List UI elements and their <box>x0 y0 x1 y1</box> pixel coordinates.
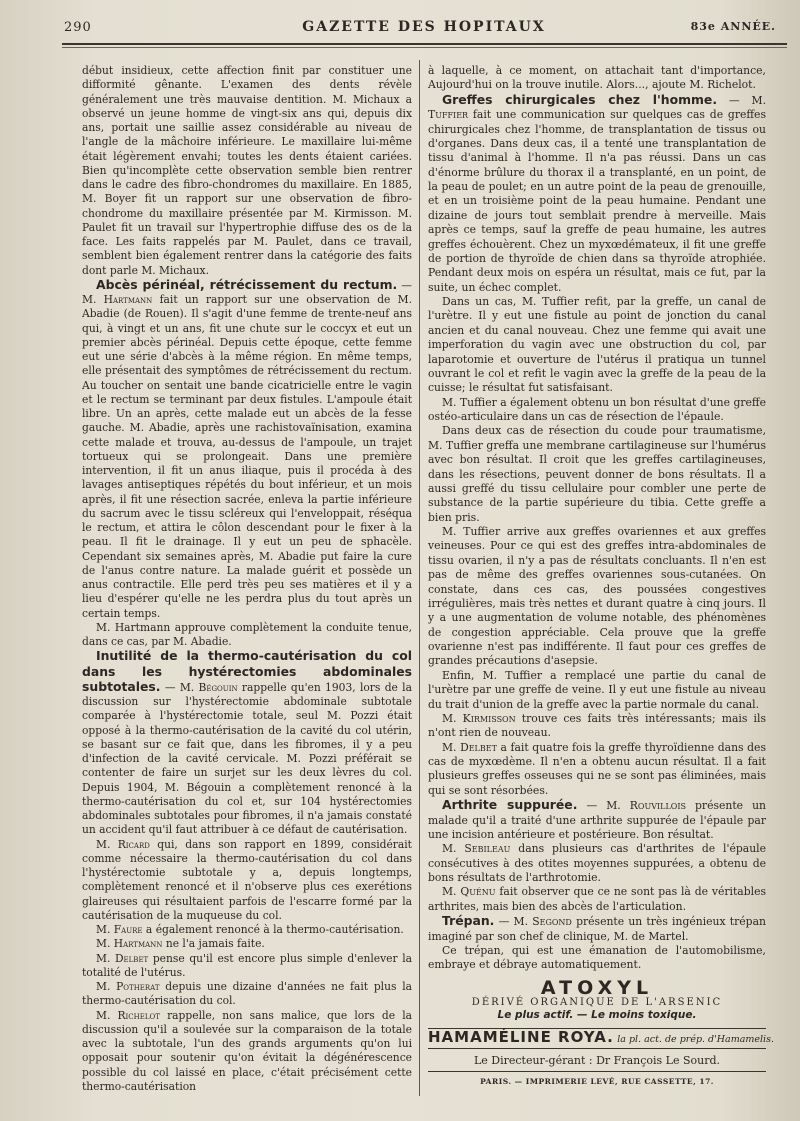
author-name: Delbet <box>114 951 149 965</box>
paragraph-text: a fait quatre fois la greffe thyroïdienne dans des cas de myxœdème. Il n'en a obtenu aucun résultat. Il a fait plusieurs greffes osseuses qui ne se sont pas éliminées, mais qui se sont résorbées. <box>428 740 766 797</box>
author-name: Hartmann <box>103 293 153 306</box>
paragraph <box>428 64 766 93</box>
printer-line: PARIS. — IMPRIMERIE LEVÉ, RUE CASSETTE, 17. <box>480 1077 714 1087</box>
paragraph-text: Ce trépan, qui est une émanation de l'automobilisme, embraye et débraye automatiquement. <box>428 943 766 972</box>
paragraph <box>82 621 412 650</box>
paragraph-text: M. Hartmann approuve complètement la conduite tenue, dans ce cas, par M. Abadie. <box>82 620 412 648</box>
paragraph: M. Kirmisson trouve ces faits très intéressants; mais ils n'ont rien de nouveau. <box>428 711 767 740</box>
section-heading: Trépan. <box>442 913 495 929</box>
page-header <box>58 18 790 38</box>
section-heading: Greffes chirurgicales chez l'homme. <box>442 91 718 107</box>
paragraph <box>428 669 766 712</box>
author-name: Richelot <box>117 1008 160 1022</box>
paragraph: M. Quénu fait observer que ce ne sont pas là de véritables arthrites, mais bien des abcès de l'articulation. <box>428 885 767 913</box>
author-name: Tuffier <box>428 108 469 122</box>
paragraph-text: fait un rapport sur une observation de M. Abadie (de Rouen). Il s'agit d'une femme de trente-neuf ans qui, à vingt et un ans, fit une chute sur le coccyx et eut un premier abcès périnéal. Depuis cette époque, cette femme eut une série d'abcès à la même région. En même temps, elle présentait des symptômes de rétrécissement du rectum. Au toucher on sentait une bande cicatricielle entre le vagin et le rectum se terminant par deux fistules. L'ampoule était libre. Un an après, cette malade eut un abcès de la fesse gauche. M. Abadie, après une rachistovaïnisation, examina cette malade et trouva, au-dessus de l'ampoule, un trajet tortueux qui se prolongeait. Dans une première intervention, il fit un anus iliaque, puis il procéda à des lavages antiseptiques répétés du bout inférieur, et un mois après, il fit une résection sacrée, enleva la partie inférieure du sacrum avec le tissu scléreux qui l'enveloppait, réséqua le rectum, et attira le côlon descendant pour le fixer à la peau. Il fit le drainage. Il y eut un peu de sphacèle. Cependant six semaines après, M. Abadie put faire la cure de l'anus contre nature. La malade guérit et possède un anus contractile. Elle perd très peu ses matières et il y a lieu d'espérer qu'elle ne les perdra plus du tout après un certain temps. <box>82 293 412 620</box>
hamameline-ad <box>428 1027 774 1049</box>
paragraph-text: rappelle, non sans malice, que lors de la discussion qu'il a soulevée sur la comparaison de la totale avec la subtotale, l'un des grands arguments qu'on lui opposait pour soutenir qu'on évitait la dégénérescence possible du col laissé en place, c'était précisément cette thermo-cautérisation <box>82 1008 412 1093</box>
paragraph: M. Potherat depuis une dizaine d'années ne fait plus la thermo-cautérisation du col. <box>82 980 412 1008</box>
author-name: Potherat <box>116 980 160 993</box>
author-name: Faure <box>113 923 143 936</box>
author-name: Quénu <box>460 885 496 899</box>
paragraph <box>82 64 412 278</box>
paragraph-text: Dans un cas, M. Tuffier refit, par la greffe, un canal de l'urètre. Il y eut une fistule au point de jonction du canal ancien et du canal nouveau. Chez une femme qui avait une imperforation du vagin avec une obstruction du col, par laparotomie et ouverture de l'utérus il pratiqua un tunnel ouvrant le col et refit le vagin avec la greffe de la peau de la cuisse; le résultat fut satisfaisant. <box>428 295 766 395</box>
paragraph-text: fait une communication sur quelques cas de greffes chirurgicales chez l'homme, de transplantation de tissus ou d'organes. Dans deux cas, il a tenté une transplantation de tissu d'animal à l'homme. Il n'a pas réussi. Dans un cas d'énorme brûlure du thorax il a transplanté, en un point, de la peau de poulet; en un autre point de la peau de grenouille, et en un troisième point de la peau humaine. Pendant une dizaine de jours tout semblait prendre à merveille. Mais après ce temps, sauf la greffe de peau humaine, les autres greffes échouèrent. Chez un myxœdémateux, il fit une greffe de portion de thyroïde de chien dans sa thyroïde atrophiée. Pendant deux mois on espéra un résultat, mais ce fut, par la suite, un échec complet. <box>428 108 766 294</box>
left-column <box>82 64 412 1094</box>
paragraph-text: présente un très ingénieux trépan imaginé par son chef de clinique, M. de Martel. <box>428 915 766 943</box>
paragraph: Arthrite suppurée. — M. Rouvillois présente un malade qu'il a traité d'une arthrite suppurée de l'épaule par une incision antérieure et postérieure. Bon résultat. <box>428 797 766 841</box>
paragraph: M. Sebileau dans plusieurs cas d'arthrites de l'épaule consécutives à des otites moyennes suppurées, a obtenu de bons résultats de l'arthrotomie. <box>428 842 766 884</box>
page-number: 290 <box>64 20 92 35</box>
header-rule-thin <box>62 47 787 48</box>
atoxyl-ad-title: ATOXYL <box>540 976 654 999</box>
paragraph <box>428 944 766 973</box>
paragraph: Trépan. — M. Segond présente un très ingénieux trépan imaginé par son chef de clinique, M. de Martel. <box>428 913 766 943</box>
author-name: Rouvillois <box>629 799 686 813</box>
director-line: Le Directeur-gérant : Dr François Le Sourd. <box>428 1054 766 1072</box>
paragraph-text: M. Tuffier arrive aux greffes ovariennes et aux greffes veineuses. Pour ce qui est des greffes intra-abdominales de tissu ovarien, il n'y a pas de résultats concluants. Il n'en est pas de même des greffes ovariennes sous-cutanées. On constate, dans ces cas, des poussées congestives irrégulières, mais très nettes et durant quatre à cinq jours. Il y a une augmentation de volume notable, des phénomènes de congestion appréciable. Cela prouve que la greffe ovarienne n'est pas indifférente. Il faut pour ces greffes de grandes précautions d'asepsie. <box>428 525 766 668</box>
author-name: Hartmann <box>113 937 163 951</box>
paragraph-text: trouve ces faits très intéressants; mais ils n'ont rien de nouveau. <box>428 711 767 740</box>
paragraph: Abcès périnéal, rétrécissement du rectum. — M. Hartmann fait un rapport sur une observation de M. Abadie (de Rouen). Il s'agit d'une femme de trente-neuf ans qui, à vingt et un ans, fit une chute sur le coccyx et eut un premier abcès périnéal. Depuis cette époque, cette femme eut une série d'abcès à la même région. En même temps, elle présentait des symptômes de rétrécissement du rectum. Au toucher on sentait une bande cicatricielle entre le vagin et le rectum se terminant par deux fistules. L'ampoule était libre. Un an après, cette malade eut un abcès de la fesse gauche. M. Abadie, après une rachistovaïnisation, examina cette malade et trouva, au-dessus de l'ampoule, un trajet tortueux qui se prolongeait. Dans une première intervention, il fit un anus iliaque, puis il procéda à des lavages antiseptiques répétés du bout inférieur, et un mois après, il fit une résection sacrée, enleva la partie inférieure du sacrum avec le tissu scléreux qui l'enveloppait, réséqua le rectum, et attira le côlon descendant pour le fixer à la peau. Il fit le drainage. Il y eut un peu de sphacèle. Cependant six semaines après, M. Abadie put faire la cure de l'anus contre nature. La malade guérit et possède un anus contractile. Elle perd très peu ses matières et il y a lieu d'espérer qu'elle ne les perdra plus du tout après un certain temps. <box>82 276 412 620</box>
column-divider <box>419 60 420 1096</box>
hamameline-ad-desc: la pl. act. de prép. d'Hamamelis. <box>617 1033 774 1045</box>
paragraph: M. Delbet a fait quatre fois la greffe thyroïdienne dans des cas de myxœdème. Il n'en a obtenu aucun résultat. Il a fait plusieurs greffes osseuses qui ne se sont pas éliminées, mais qui se sont résorbées. <box>428 740 766 797</box>
author-name: Delbet <box>460 740 497 754</box>
paragraph <box>428 295 766 396</box>
paragraph: Greffes chirurgicales chez l'homme. — M. Tuffier fait une communication sur quelques cas de greffes chirurgicales chez l'homme, de transplantation de tissus ou d'organes. Dans deux cas, il a tenté une transplantation de tissu d'animal à l'homme. Il n'a pas réussi. Dans un cas d'énorme brûlure du thorax il a transplanté, en un point, de la peau de poulet; en un autre point de la peau de grenouille, et en un troisième point de la peau humaine. Pendant une dizaine de jours tout semblait prendre à merveille. Mais après ce temps, sauf la greffe de peau humaine, les autres greffes échouèrent. Chez un myxœdémateux, il fit une greffe de portion de thyroïde de chien dans sa thyroïde atrophiée. Pendant deux mois on espéra un résultat, mais ce fut, par la suite, un échec complet. <box>428 91 766 294</box>
paragraph-text: à laquelle, à ce moment, on attachait tant d'importance, Aujourd'hui on la trouve inutile. Alors..., ajoute M. Richelot. <box>428 64 766 92</box>
right-column-text <box>428 64 766 973</box>
paragraph <box>428 424 766 525</box>
section-heading: Arthrite suppurée. <box>442 797 578 813</box>
paragraph-text: Dans deux cas de résection du coude pour traumatisme, M. Tuffier greffa une membrane cartilagineuse sur l'humérus avec bon résultat. Il croit que les greffes cartilagineuses, dans les résections, peuvent donner de bons résultats. Il a aussi greffé du tissu cellulaire pour combler une perte de substance de la partie supérieure du tibia. Cette greffe a bien pris. <box>428 424 766 524</box>
paragraph: M. Hartmann ne l'a jamais faite. <box>96 937 265 951</box>
right-column <box>428 64 774 1090</box>
paragraph-text: rappelle qu'en 1903, lors de la discussion sur l'hystérectomie abdominale subtotale comparée à l'hystérectomie totale, seul M. Pozzi était opposé à la thermo-cautérisation de la cavité du col utérin, se basant sur ce fait que, dans les fibromes, il y a peu d'infection de la cavité cervicale. M. Pozzi préférait se contenter de faire un surjet sur les deux lèvres du col. Depuis 1904, M. Bégouin a complètement renoncé à la thermo-cautérisation du col et, sur 104 hystérectomies abdominales subtotales pour fibromes, il n'a jamais constaté un accident qu'il faut attribuer à ce défaut de cautérisation. <box>82 680 412 837</box>
section-heading: Abcès périnéal, rétrécissement du rectum. <box>96 276 398 292</box>
atoxyl-ad-subtitle: DÉRIVÉ ORGANIQUE DE L'ARSENIC <box>471 996 723 1008</box>
paragraph: Inutilité de la thermo-cautérisation du col dans les hystérectomies abdominales subtotales. — M. Bégouin rappelle qu'en 1903, lors de la discussion sur l'hystérectomie abdominale subtotale comparée à l'hystérectomie totale, seul M. Pozzi était opposé à la thermo-cautérisation de la cavité du col utérin, se basant sur ce fait que, dans les fibromes, il y a peu d'infection de la cavité cervicale. M. Pozzi préférait se contenter de faire un surjet sur les deux lèvres du col. Depuis 1904, M. Bégouin a complètement renoncé à la thermo-cautérisation du col et, sur 104 hystérectomies abdominales subtotales pour fibromes, il n'a jamais constaté un accident qu'il faut attribuer à ce défaut de cautérisation. <box>82 648 412 837</box>
journal-title: GAZETTE DES HOPITAUX <box>302 19 546 35</box>
paragraph-text: ne l'a jamais faite. <box>165 937 265 951</box>
author-name: Bégouin <box>198 680 238 694</box>
header-rule <box>62 43 787 45</box>
paragraph-text: a également renoncé à la thermo-cautérisation. <box>145 923 404 936</box>
author-name: Kirmisson <box>462 711 516 725</box>
author-name: Ricard <box>117 837 150 851</box>
paragraph-text: Enfin, M. Tuffier a remplacé une partie du canal de l'urètre par une greffe de veine. Il y eut une fistule au niveau du trait d'union de la greffe avec la partie normale du canal. <box>428 668 766 711</box>
author-name: Segond <box>532 915 572 929</box>
paragraph: M. Delbet pense qu'il est encore plus simple d'enlever la totalité de l'utérus. <box>82 951 412 979</box>
hamameline-ad-title: HAMAMÉLINE ROYA. <box>428 1027 614 1046</box>
paragraph-text: M. Tuffier a également obtenu un bon résultat d'une greffe ostéo-articulaire dans un cas de résection de l'épaule. <box>428 395 766 423</box>
paragraph-text: début insidieux, cette affection finit par constituer une difformité gênante. L'examen des dents révèle généralement une très mauvaise dentition. M. Michaux a observé un jeune homme de vingt-six ans qui, depuis dix ans, portait une saillie assez considérable au niveau de l'angle de la mâchoire inférieure. Le maxillaire lui-même était légèrement envahi; toutes les dents étaient cariées. Bien qu'incomplète cette observation semble bien rentrer dans le cadre des fibro-chondromes du maxillaire. En 1885, M. Boyer fit un rapport sur une observation de fibro-chondrome du maxillaire présentée par M. Kirmisson. M. Paulet fit un travail sur l'hypertrophie diffuse des os de la face. Les faits rappelés par M. Paulet, dans ce travail, semblent bien également rentrer dans la catégorie des faits dont parle M. Michaux. <box>82 64 412 277</box>
advertisements <box>428 976 774 1049</box>
paragraph-text: qui, dans son rapport en 1899, considérait comme nécessaire la thermo-cautérisation du col dans l'hystérectomie subtotale y a, depuis longtemps, complètement renoncé et il n'observe plus ces exerétions glaireuses qui résultaient parfois de l'escarre formé par la cautérisation de la muqueuse du col. <box>82 837 412 922</box>
paragraph <box>428 396 766 425</box>
paragraph-text: présente un malade qu'il a traité d'une arthrite suppurée de l'épaule par une incision antérieure et postérieure. Bon résultat. <box>428 799 766 841</box>
paragraph: M. Richelot rappelle, non sans malice, que lors de la discussion qu'il a soulevée sur la comparaison de la totale avec la subtotale, l'un des grands arguments qu'on lui opposait pour soutenir qu'on évitait la dégénérescence possible du col laissé en place, c'était précisément cette thermo-cautérisation <box>82 1008 412 1093</box>
section-heading: Inutilité de la thermo-cautérisation du col dans les hystérectomies abdominales subtotales. <box>82 648 412 694</box>
paragraph-text: dans plusieurs cas d'arthrites de l'épaule consécutives à des otites moyennes suppurées, a obtenu de bons résultats de l'arthrotomie. <box>428 842 766 884</box>
paragraph: M. Faure a également renoncé à la thermo-cautérisation. <box>96 923 404 936</box>
paragraph-text: depuis une dizaine d'années ne fait plus la thermo-cautérisation du col. <box>82 980 412 1008</box>
paragraph: M. Ricard qui, dans son rapport en 1899, considérait comme nécessaire la thermo-cautérisation du col dans l'hystérectomie subtotale y a, depuis longtemps, complètement renoncé et il n'observe plus ces exerétions glaireuses qui résultaient parfois de l'escarre formé par la cautérisation de la muqueuse du col. <box>82 837 412 922</box>
paragraph-text: pense qu'il est encore plus simple d'enlever la totalité de l'utérus. <box>82 951 412 979</box>
author-name: Sebileau <box>464 842 511 856</box>
atoxyl-ad-tagline: Le plus actif. — Le moins toxique. <box>497 1008 697 1021</box>
paragraph <box>428 525 766 669</box>
year-label: 83e ANNÉE. <box>690 20 776 33</box>
paragraph-text: fait observer que ce ne sont pas là de véritables arthrites, mais bien des abcès de l'articulation. <box>428 885 767 913</box>
